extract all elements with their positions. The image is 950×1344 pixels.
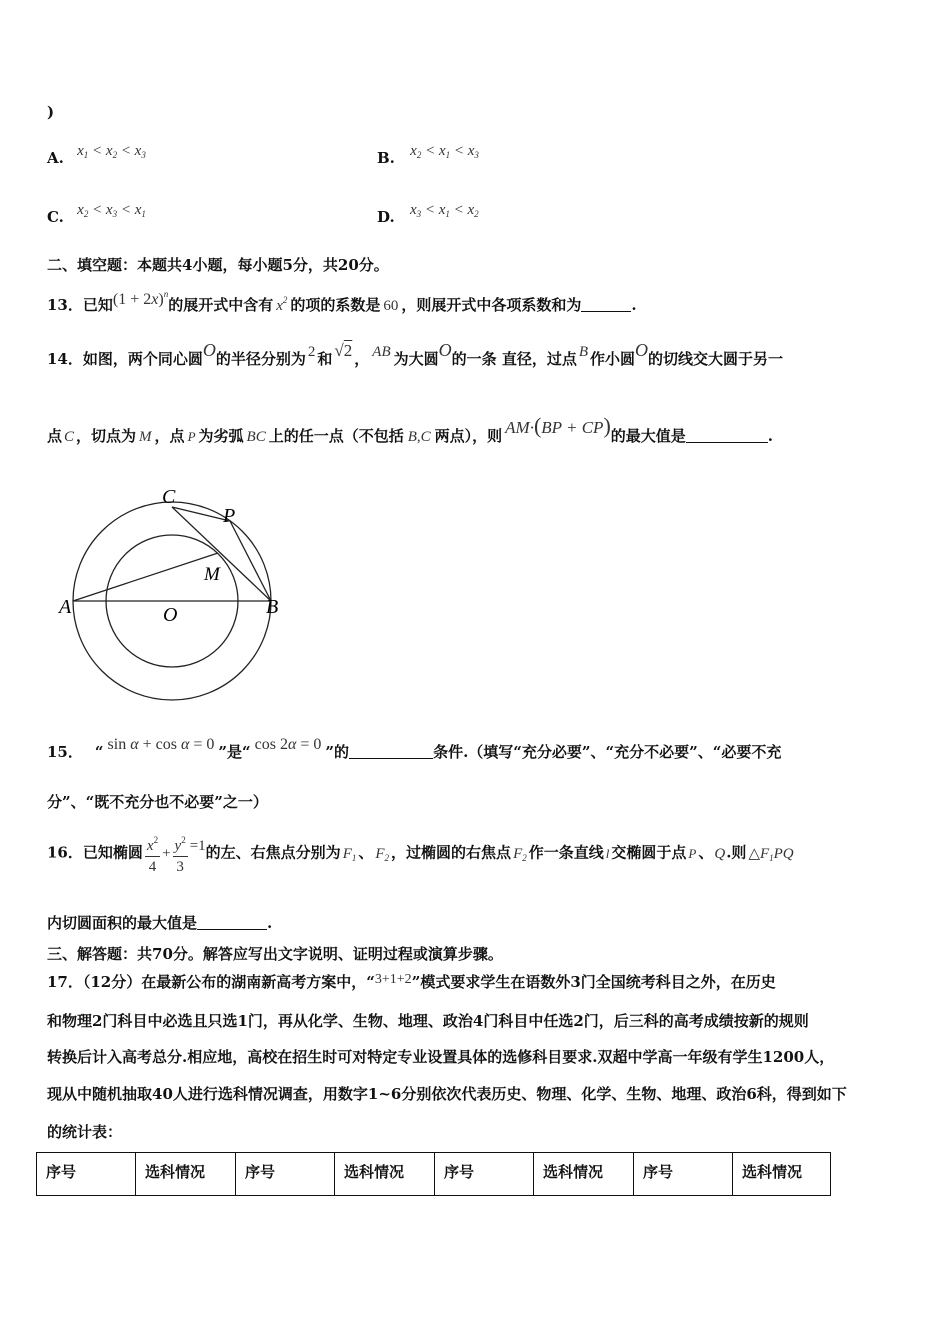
stats-table xyxy=(36,1152,831,1196)
question-17-line4: 现从中随机抽取40人进行选科情况调查，用数字1~6分别依次代表历史、物理、化学、生物、地理、政治6科，得到如下 xyxy=(47,1085,847,1103)
question-17-line5: 的统计表： xyxy=(47,1123,123,1141)
section2-heading: 二、填空题：本题共4小题，每小题5分，共20分。 xyxy=(47,256,389,274)
q16-answer-blank[interactable] xyxy=(197,915,267,930)
option-b-expr: $x_2 < x_1 < x_3$ xyxy=(410,143,479,160)
section3-heading: 三、解答题：共70分。解答应写出文字说明、证明过程或演算步骤。 xyxy=(47,945,503,963)
table-header-row xyxy=(37,1153,831,1196)
question-17-line1: 17．（12分）在最新公布的湖南新高考方案中，“3+1+2”模式要求学生在语数外3门全国统考科目之外，在历史 xyxy=(47,972,776,991)
label-o: O xyxy=(163,604,178,626)
ellipse-frac-x: $\frac{x^2}{4}$ xyxy=(145,830,160,877)
q13-binomial: $(1 + 2x)^n$ xyxy=(112,289,169,308)
q15-answer-blank[interactable] xyxy=(349,744,433,759)
option-d-expr: $x_3 < x_1 < x_2$ xyxy=(409,202,479,219)
option-c-label: C. xyxy=(47,208,64,226)
option-c-expr: $x_2 < x_3 < x_1$ xyxy=(77,202,146,219)
question-14: 14．如图，两个同心圆O的半径分别为 2 和 √2 ， AB 为大圆O的一条 直径，过点 B 作小圆O的切线交大圆于另一 xyxy=(47,340,784,368)
table-header-cell: 序号 xyxy=(435,1153,534,1196)
option-c[interactable] xyxy=(47,202,146,232)
q12-tail: ) xyxy=(47,103,55,121)
q13-coef: 60 xyxy=(383,298,399,314)
option-a-expr: $x_1 < x_2 < x_3$ xyxy=(77,143,146,160)
q15-condition-1: sin α + cos α = 0 xyxy=(107,736,215,753)
question-17-line3: 转换后计入高考总分.相应地，高校在招生时可对特定专业设置具体的选修科目要求.双超中学高一年级有学生1200人， xyxy=(47,1048,835,1066)
q13-number: 13． xyxy=(47,296,83,314)
segment-bp xyxy=(230,521,271,601)
q14-answer-blank[interactable] xyxy=(686,428,768,443)
option-b-label: B. xyxy=(377,149,395,167)
table-header-cell: 选科情况 xyxy=(534,1153,634,1196)
label-p: P xyxy=(223,505,236,527)
q14-expression: AM·(BP + CP) xyxy=(505,413,611,438)
ellipse-frac-y: $\frac{y^2}{3}$ xyxy=(173,830,188,877)
label-a: A xyxy=(59,596,72,618)
q13-term: $x^2$ xyxy=(276,295,288,314)
segment-cp xyxy=(172,507,230,521)
table-header-cell: 序号 xyxy=(236,1153,335,1196)
label-c: C xyxy=(162,486,176,508)
table-header-cell: 选科情况 xyxy=(136,1153,236,1196)
question-13: 13．已知$(1 + 2x)^n$的展开式中含有 $x^2$ 的项的系数是 60 ，则展开式中各项系数和为 . xyxy=(47,289,637,314)
option-d[interactable] xyxy=(377,202,479,232)
option-a[interactable] xyxy=(47,143,146,173)
q13-text: 已知 xyxy=(82,296,113,314)
label-m: M xyxy=(204,564,220,585)
question-16-line2: 内切圆面积的最大值是 . xyxy=(47,914,273,932)
question-15: 15． “ sin α + cos α = 0 ”是“ cos 2α = 0 ”的 条件.（填写“充分必要”、“充分不必要”、“必要不充 xyxy=(47,736,782,761)
segment-am xyxy=(73,553,218,601)
tangent-bc xyxy=(172,507,271,601)
sqrt2: √2 xyxy=(334,341,353,360)
option-b[interactable] xyxy=(377,143,479,173)
q13-answer-blank[interactable] xyxy=(581,297,631,312)
option-d-label: D. xyxy=(377,208,395,226)
q15-condition-2: cos 2α = 0 xyxy=(254,736,322,753)
option-a-label: A. xyxy=(47,149,64,167)
concentric-circles-figure xyxy=(55,482,305,712)
table-header-cell: 选科情况 xyxy=(335,1153,435,1196)
arc-bc: BC xyxy=(246,429,266,445)
question-16: 16．已知椭圆 $\frac{x^2}{4}$ + $\frac{y^2}{3}$ =1的左、右焦点分别为 $F_1$ 、 $F_2$ ，过椭圆的右焦点 $F_2$ 作一条直线 l 交椭圆于点 P 、Q.则 $\triangle F_1PQ$ xyxy=(47,830,794,880)
table-header-cell: 选科情况 xyxy=(733,1153,831,1196)
table-header-cell: 序号 xyxy=(37,1153,136,1196)
question-17-line2: 和物理2门科目中必选且只选1门，再从化学、生物、地理、政治4门科目中任选2门，后三科的高考成绩按新的规则 xyxy=(47,1012,809,1030)
label-b: B xyxy=(266,596,279,618)
question-14-line2: 点 C ，切点为 M ，点 P 为劣弧 BC 上的任一点（不包括 B,C 两点），则 AM·(BP + CP)的最大值是 . xyxy=(47,413,774,445)
question-15-line2: 分”、“既不充分也不必要”之一） xyxy=(47,793,268,811)
table-header-cell: 序号 xyxy=(634,1153,733,1196)
